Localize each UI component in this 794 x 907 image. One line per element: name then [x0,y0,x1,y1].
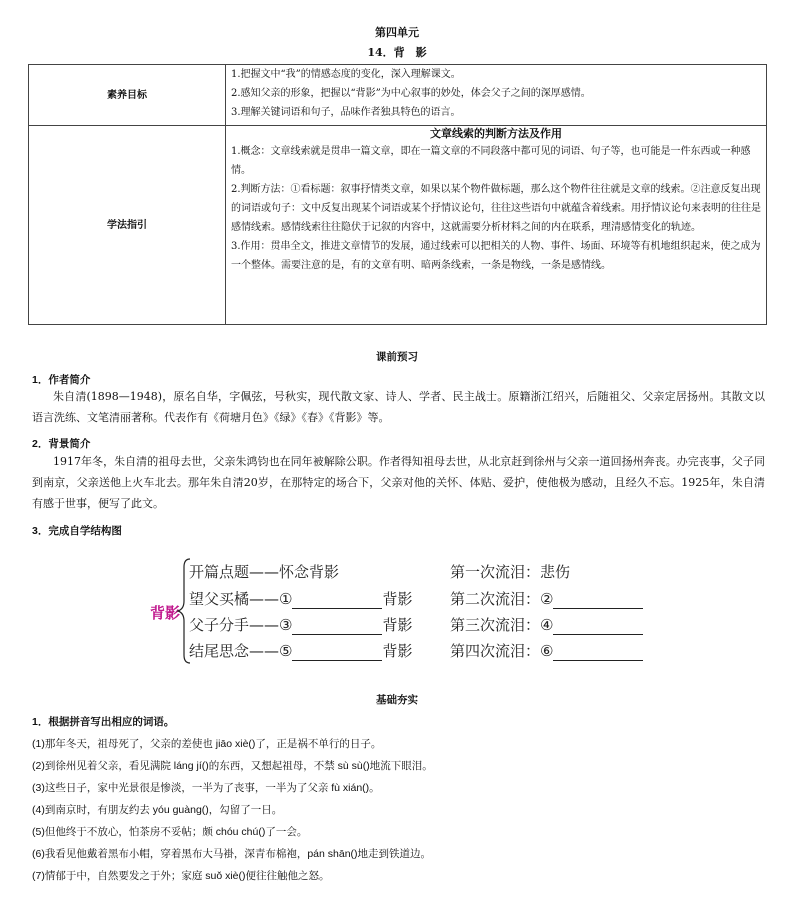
author-heading: 1．作者简介 [32,374,91,386]
question-item: (4)到南京时，有朋友约去 yóu guàng()，勾留了一日。 [32,804,283,816]
question-item: (3)这些日子，家中光景很是惨淡，一半为了丧事，一半为了父亲 fù xián()。 [32,782,380,794]
goal-item: 1.把握文中“我”的情感态度的变化，深入理解课文。 [231,69,461,80]
preview-title: 课前预习 [376,351,418,363]
lesson-title: 14．背 影 [367,46,427,59]
goal-item: 3.理解关键词语和句子，品味作者独具特色的语言。 [231,107,461,118]
diagram-row-3: 父子分手——③ 背影 [189,616,413,634]
diagram-center: 背影 [150,604,181,622]
guide-method: 2.判断方法：①看标题：叙事抒情类文章，如果以某个物件做标题，那么这个物件往往就是文章的线索。②注意反复出现的词语或句子：文中反复出现某个词语或某个抒情议论句，往往这些语句中就蕴含着线索。用抒情议论句来表明的往往是感情线索。感情线索往往隐伏于记叙的内容中，这就需要分析材料之间的内在联系，理清感情变化的轨迹。 [231,184,761,233]
diagram-row-2: 望父买橘——① 背影 [189,590,413,608]
basics-title: 基础夯实 [376,694,418,706]
goals-cell [226,65,767,126]
basics-heading: 1．根据拼音写出相应的词语。 [32,716,175,728]
question-item: (7)情郁于中，自然要发之于外；家庭 suǒ xiè()便往往触他之怒。 [32,870,330,882]
diagram-heading: 3．完成自学结构图 [32,525,122,537]
guide-cell [226,126,767,325]
background-text: 1917年冬，朱自清的祖母去世，父亲朱鸿钧也在同年被解除公职。作者得知祖母去世，从北京赶到徐州与父亲一道回扬州奔丧。办完丧事，父子同到南京，父亲送他上火车北去。那年朱自清20岁，在那特定的场合下，父亲对他的关怀、体贴、爱护，使他极为感动，且经久不忘。1925年，朱自清有感于世事，便写了此文。 [32,455,765,510]
blank-4[interactable] [553,620,643,635]
author-text: 朱自清(1898—1948)，原名自华，字佩弦，号秋实，现代散文家、诗人、学者、民主战士。原籍浙江绍兴，后随祖父、父亲定居扬州。其散文以语言洗练、文笔清丽著称。代表作有《荷塘月色》《绿》《春》《背影》等。 [32,390,765,424]
blank-2[interactable] [553,594,643,609]
blank-5[interactable] [292,646,382,661]
diagram-right-2: 第二次流泪：② [450,588,643,609]
goals-table [28,64,767,325]
diagram-right-3: 第三次流泪：④ [450,614,643,635]
goals-label: 素养目标 [29,65,226,126]
diagram-right-1: 第一次流泪：悲伤 [450,563,571,581]
unit-title: 第四单元 [375,26,419,39]
guide-function: 3.作用：贯串全文，推进文章情节的发展，通过线索可以把相关的人物、事件、场面、环境等有机地组织起来，使之成为一个整体。需要注意的是，有的文章有明、暗两条线索，一条是物线，一条是感情线。 [231,241,761,271]
diagram-row-4: 结尾思念——⑤ 背影 [189,642,413,660]
structure-diagram [140,555,660,667]
blank-1[interactable] [292,594,382,609]
blank-3[interactable] [292,620,382,635]
background-heading: 2．背景简介 [32,438,91,450]
guide-title: 文章线索的判断方法及作用 [430,128,562,140]
question-item: (6)我看见他戴着黑布小帽，穿着黑布大马褂，深青布棉袍，pán shān()地走到铁道边。 [32,848,432,860]
goal-item: 2.感知父亲的形象，把握以“背影”为中心叙事的妙处，体会父子之间的深厚感情。 [231,88,591,99]
question-item: (1)那年冬天，祖母死了，父亲的差使也 jiāo xiè()了，正是祸不单行的日子。 [32,738,382,750]
blank-6[interactable] [553,646,643,661]
diagram-right-4: 第四次流泪：⑥ [450,640,643,661]
guide-concept: 1.概念：文章线索就是贯串一篇文章，即在一篇文章的不同段落中都可见的词语、句子等，也可能是一件东西或一种感情。 [231,146,751,176]
question-item: (5)但他终于不放心，怕茶房不妥帖；颇 chóu chú()了一会。 [32,826,308,838]
question-item: (2)到徐州见着父亲，看见满院 láng jí()的东西，又想起祖母，不禁 sù sù()地流下眼泪。 [32,760,433,772]
guide-label: 学法指引 [29,126,226,325]
diagram-row-1: 开篇点题——怀念背影 [189,563,340,581]
